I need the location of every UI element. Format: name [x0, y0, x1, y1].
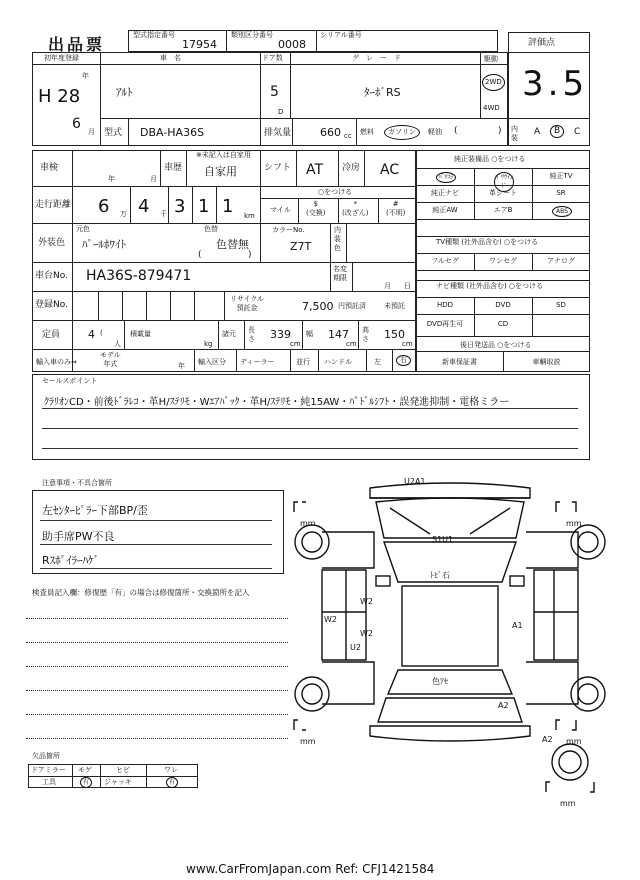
mileage-sen: 千 — [160, 210, 167, 218]
mark-rear-quarter: A2 — [542, 735, 553, 744]
car-diagram — [290, 472, 610, 812]
chassis-no: HA36S-879471 — [86, 268, 192, 284]
ac-label: 冷房 — [342, 163, 361, 173]
equipment-item: 純正ナビ — [431, 189, 459, 197]
import-class-label: 輸入区分 — [198, 358, 226, 366]
nav-option: DVD再生可 — [426, 320, 464, 328]
missing-tools: 工具 — [42, 778, 56, 786]
interior-label: 内装 — [511, 125, 518, 142]
mileage-d3: 3 — [174, 196, 186, 217]
ac: AC — [380, 162, 400, 178]
recycle-label: リサイクル 預託金 — [230, 295, 265, 312]
missing-jack: ジャッキ — [104, 778, 132, 786]
equipment-item: ﾊﾟﾜｳｲﾝﾄﾞ — [495, 174, 514, 190]
model: DBA-HA36S — [140, 126, 205, 139]
mark-left-fender: W2 — [324, 615, 337, 624]
interior-color-label: 内装色 — [334, 226, 341, 252]
mark-front-bumper: U2A1 — [404, 477, 426, 486]
later-title: 後日発送品 ○をつける — [460, 341, 532, 349]
mileage-circle-note: ○をつける — [318, 188, 353, 196]
orig-color-label: 元色 — [76, 225, 90, 233]
mileage-mile: マイル — [270, 206, 291, 214]
tv-option: アナログ — [547, 257, 575, 265]
mark-left-door: W2 — [360, 597, 373, 606]
first-reg-label: 初年度登録 — [44, 54, 79, 62]
door-sub: D — [278, 108, 284, 116]
usage-note: ※未記入は自家用 — [196, 151, 251, 159]
fuel-gasoline: ガソリン — [384, 125, 420, 140]
shaken-month-unit: 月 — [150, 175, 157, 183]
shaken-year-unit: 年 — [108, 175, 115, 183]
year-unit: 年 — [82, 72, 89, 80]
cc-unit: cc — [344, 132, 352, 140]
usage-label: 車歴 — [164, 163, 183, 173]
equipment-item: エアB — [493, 206, 513, 214]
missing-mirror: ドアミラー — [31, 766, 66, 774]
mileage-exchange: $ (交換) — [306, 200, 326, 217]
equipment-title: 純正装備品 ○をつける — [454, 155, 526, 163]
shaken-label: 車検 — [40, 163, 59, 173]
load-label: 積載量 — [130, 330, 151, 338]
height-label: 高さ — [362, 326, 369, 343]
first-reg-era: H 28 — [38, 86, 81, 107]
car-name: ｱﾙﾄ — [116, 86, 133, 99]
model-year-label: モデル 年式 — [100, 351, 121, 368]
month-unit: 月 — [88, 128, 95, 136]
page-title: 出品票 — [48, 35, 106, 54]
length-label: 長さ — [248, 326, 255, 343]
score-value: 3.5 — [522, 64, 589, 104]
serial-label: シリアル番号 — [320, 31, 362, 39]
grade-label: グ レ ー ド — [352, 54, 401, 62]
handle-left: 左 — [374, 358, 381, 366]
color-code: Z7T — [290, 240, 312, 253]
color-change-label: 色替 — [204, 225, 218, 233]
interior-b: B — [550, 125, 564, 138]
missing-ware: ワレ — [164, 766, 178, 774]
model-no-label: 型式指定番号 — [133, 31, 175, 39]
capacity: 4 — [88, 328, 95, 341]
chassis-label: 車台No. — [35, 271, 68, 281]
notes-label: 注意事項・不具合箇所 — [42, 479, 112, 487]
import-parallel: 並行 — [296, 358, 310, 366]
nav-option: SD — [556, 301, 566, 309]
recycle-none: 未預託 — [384, 302, 405, 310]
name-change-day: 日 — [404, 282, 411, 290]
color-label: 外装色 — [38, 238, 66, 248]
equipment-item: ﾊﾟﾜｽﾃ — [436, 172, 456, 183]
fuel-label: 燃料 — [360, 128, 374, 136]
mark-trunk: 色ｱｾ — [432, 677, 448, 686]
recycle-amount: 7,500 — [302, 300, 334, 313]
equipment-item: 純正AW — [432, 206, 458, 214]
missing-moge: モゲ — [78, 766, 92, 774]
mm-rr: mm — [566, 737, 582, 746]
later-option: 車輌取説 — [532, 358, 561, 366]
inspector-label: 検査員記入欄：修復歴「有」の場合は修復箇所・交換箇所を記入 — [32, 588, 250, 597]
mark-left-rear-door: W2 — [360, 629, 373, 638]
color-code-label: カラーNo. — [272, 226, 305, 234]
class-no-label: 類別区分番号 — [231, 31, 273, 39]
sales-point-text: ｸﾗﾘｵﾝCD・前後ﾄﾞﾗﾚｺ・革H/ｽﾃﾘﾓ・Wｴｱﾊﾞｯｸ・革H/ｽﾃﾘﾓ・純15AW・ﾊﾟﾄﾞﾙｼﾌﾄ・誤発進抑制・電格ミラー — [44, 397, 510, 408]
missing-jack-value: 有 — [166, 777, 178, 788]
import-dealer: ディーラー — [240, 358, 275, 366]
mileage-unknown: # (不明) — [386, 200, 406, 217]
model-label: 型式 — [104, 128, 123, 138]
mileage-d4: 1 — [198, 196, 210, 217]
mileage-d5: 1 — [222, 196, 234, 217]
color-change: 色替無 — [216, 238, 249, 251]
drive-4wd: 4WD — [483, 104, 500, 112]
mileage-km: km — [244, 212, 255, 220]
height: 150 — [384, 328, 405, 341]
score-label: 評価点 — [528, 38, 556, 48]
mileage-d1: 6 — [98, 196, 110, 217]
missing-hibi: ヒビ — [116, 766, 130, 774]
dims-label: 諸元 — [222, 330, 236, 338]
mark-rear-bumper: A2 — [498, 701, 509, 710]
equipment-item: SR — [556, 189, 566, 197]
first-reg-month: 6 — [72, 116, 81, 132]
equipment-item: 純正TV — [549, 172, 573, 180]
grade: ﾀｰﾎﾞRS — [364, 86, 401, 99]
load-unit: kg — [204, 340, 213, 348]
usage: 自家用 — [204, 165, 237, 178]
name-change-month: 月 — [384, 282, 391, 290]
name-change-label: 名変 期限 — [333, 265, 347, 282]
equipment-item: 革シート — [489, 189, 517, 197]
mark-left-rocker: U2 — [350, 643, 361, 652]
fuel-diesel: 軽油 — [428, 128, 442, 136]
tv-option: ワンセグ — [489, 257, 517, 265]
note-line-1: 左ｾﾝﾀｰﾋﾟﾗｰ下部BP/歪 — [42, 504, 148, 517]
mm-fl: mm — [300, 519, 316, 528]
door-label: ドア数 — [262, 54, 283, 62]
mm-fr: mm — [566, 519, 582, 528]
tv-title: TV種類 (社外品含む) ○をつける — [436, 238, 539, 246]
note-line-3: Rｽﾎﾟｲﾗｰﾊｹﾞ — [42, 554, 100, 567]
shift-label: シフト — [264, 163, 292, 173]
missing-title: 欠品箇所 — [32, 752, 60, 760]
displacement: 660 — [320, 126, 341, 139]
disp-label: 排気量 — [264, 128, 292, 138]
model-no: 17954 — [182, 38, 217, 51]
missing-tools-value: 有 — [80, 777, 92, 788]
width-cm: cm — [346, 340, 357, 348]
footer-ref: www.CarFromJapan.com Ref: CFJ1421584 — [186, 862, 435, 876]
sales-point-label: セールスポイント — [42, 377, 98, 385]
capacity-unit: 人 — [114, 340, 121, 348]
later-option: 新車保証書 — [442, 358, 477, 366]
car-name-label: 車 名 — [160, 54, 181, 62]
height-cm: cm — [402, 340, 413, 348]
nav-option: DVD — [495, 301, 511, 309]
import-label: 輸入車のみ⇒ — [36, 358, 77, 366]
drive-label: 駆動 — [484, 55, 498, 63]
mileage-man: 万 — [120, 210, 127, 218]
length: 339 — [270, 328, 291, 341]
mark-hood: S1U1 — [432, 535, 454, 544]
mm-rl: mm — [300, 737, 316, 746]
width-label: 幅 — [306, 330, 313, 338]
note-line-2: 助手席PW不良 — [42, 530, 115, 543]
nav-option: CD — [497, 320, 509, 328]
nav-title: ナビ種類 (社外品含む) ○をつける — [436, 282, 544, 290]
mm-spare: mm — [560, 799, 576, 808]
mileage-d2: 4 — [138, 196, 150, 217]
door-count: 5 — [270, 84, 279, 100]
handle-label: ハンドル — [324, 358, 352, 366]
class-no: 0008 — [278, 38, 306, 51]
mileage-label: 走行距離 — [35, 200, 72, 210]
capacity-label: 定員 — [42, 330, 61, 340]
length-cm: cm — [290, 340, 301, 348]
handle-right: 右 — [396, 355, 411, 366]
orig-color: ﾊﾟｰﾙﾎﾜｲﾄ — [82, 238, 126, 251]
tv-option: フルセグ — [431, 257, 459, 265]
nav-option: HDD — [436, 301, 454, 309]
interior-c: C — [574, 127, 581, 137]
width: 147 — [328, 328, 349, 341]
shift: AT — [306, 162, 324, 178]
drive-2wd: 2WD — [482, 74, 505, 91]
interior-a: A — [534, 127, 541, 137]
equipment-item: ABS — [552, 206, 572, 217]
mileage-modified: * (改ざん) — [342, 200, 369, 217]
model-year-unit: 年 — [178, 362, 185, 370]
mark-windshield: ﾄﾋﾞ石 — [430, 571, 450, 580]
mark-right-door: A1 — [512, 621, 523, 630]
recycle-done: 円預託済 — [338, 302, 366, 310]
reg-label: 登録No. — [35, 300, 68, 310]
